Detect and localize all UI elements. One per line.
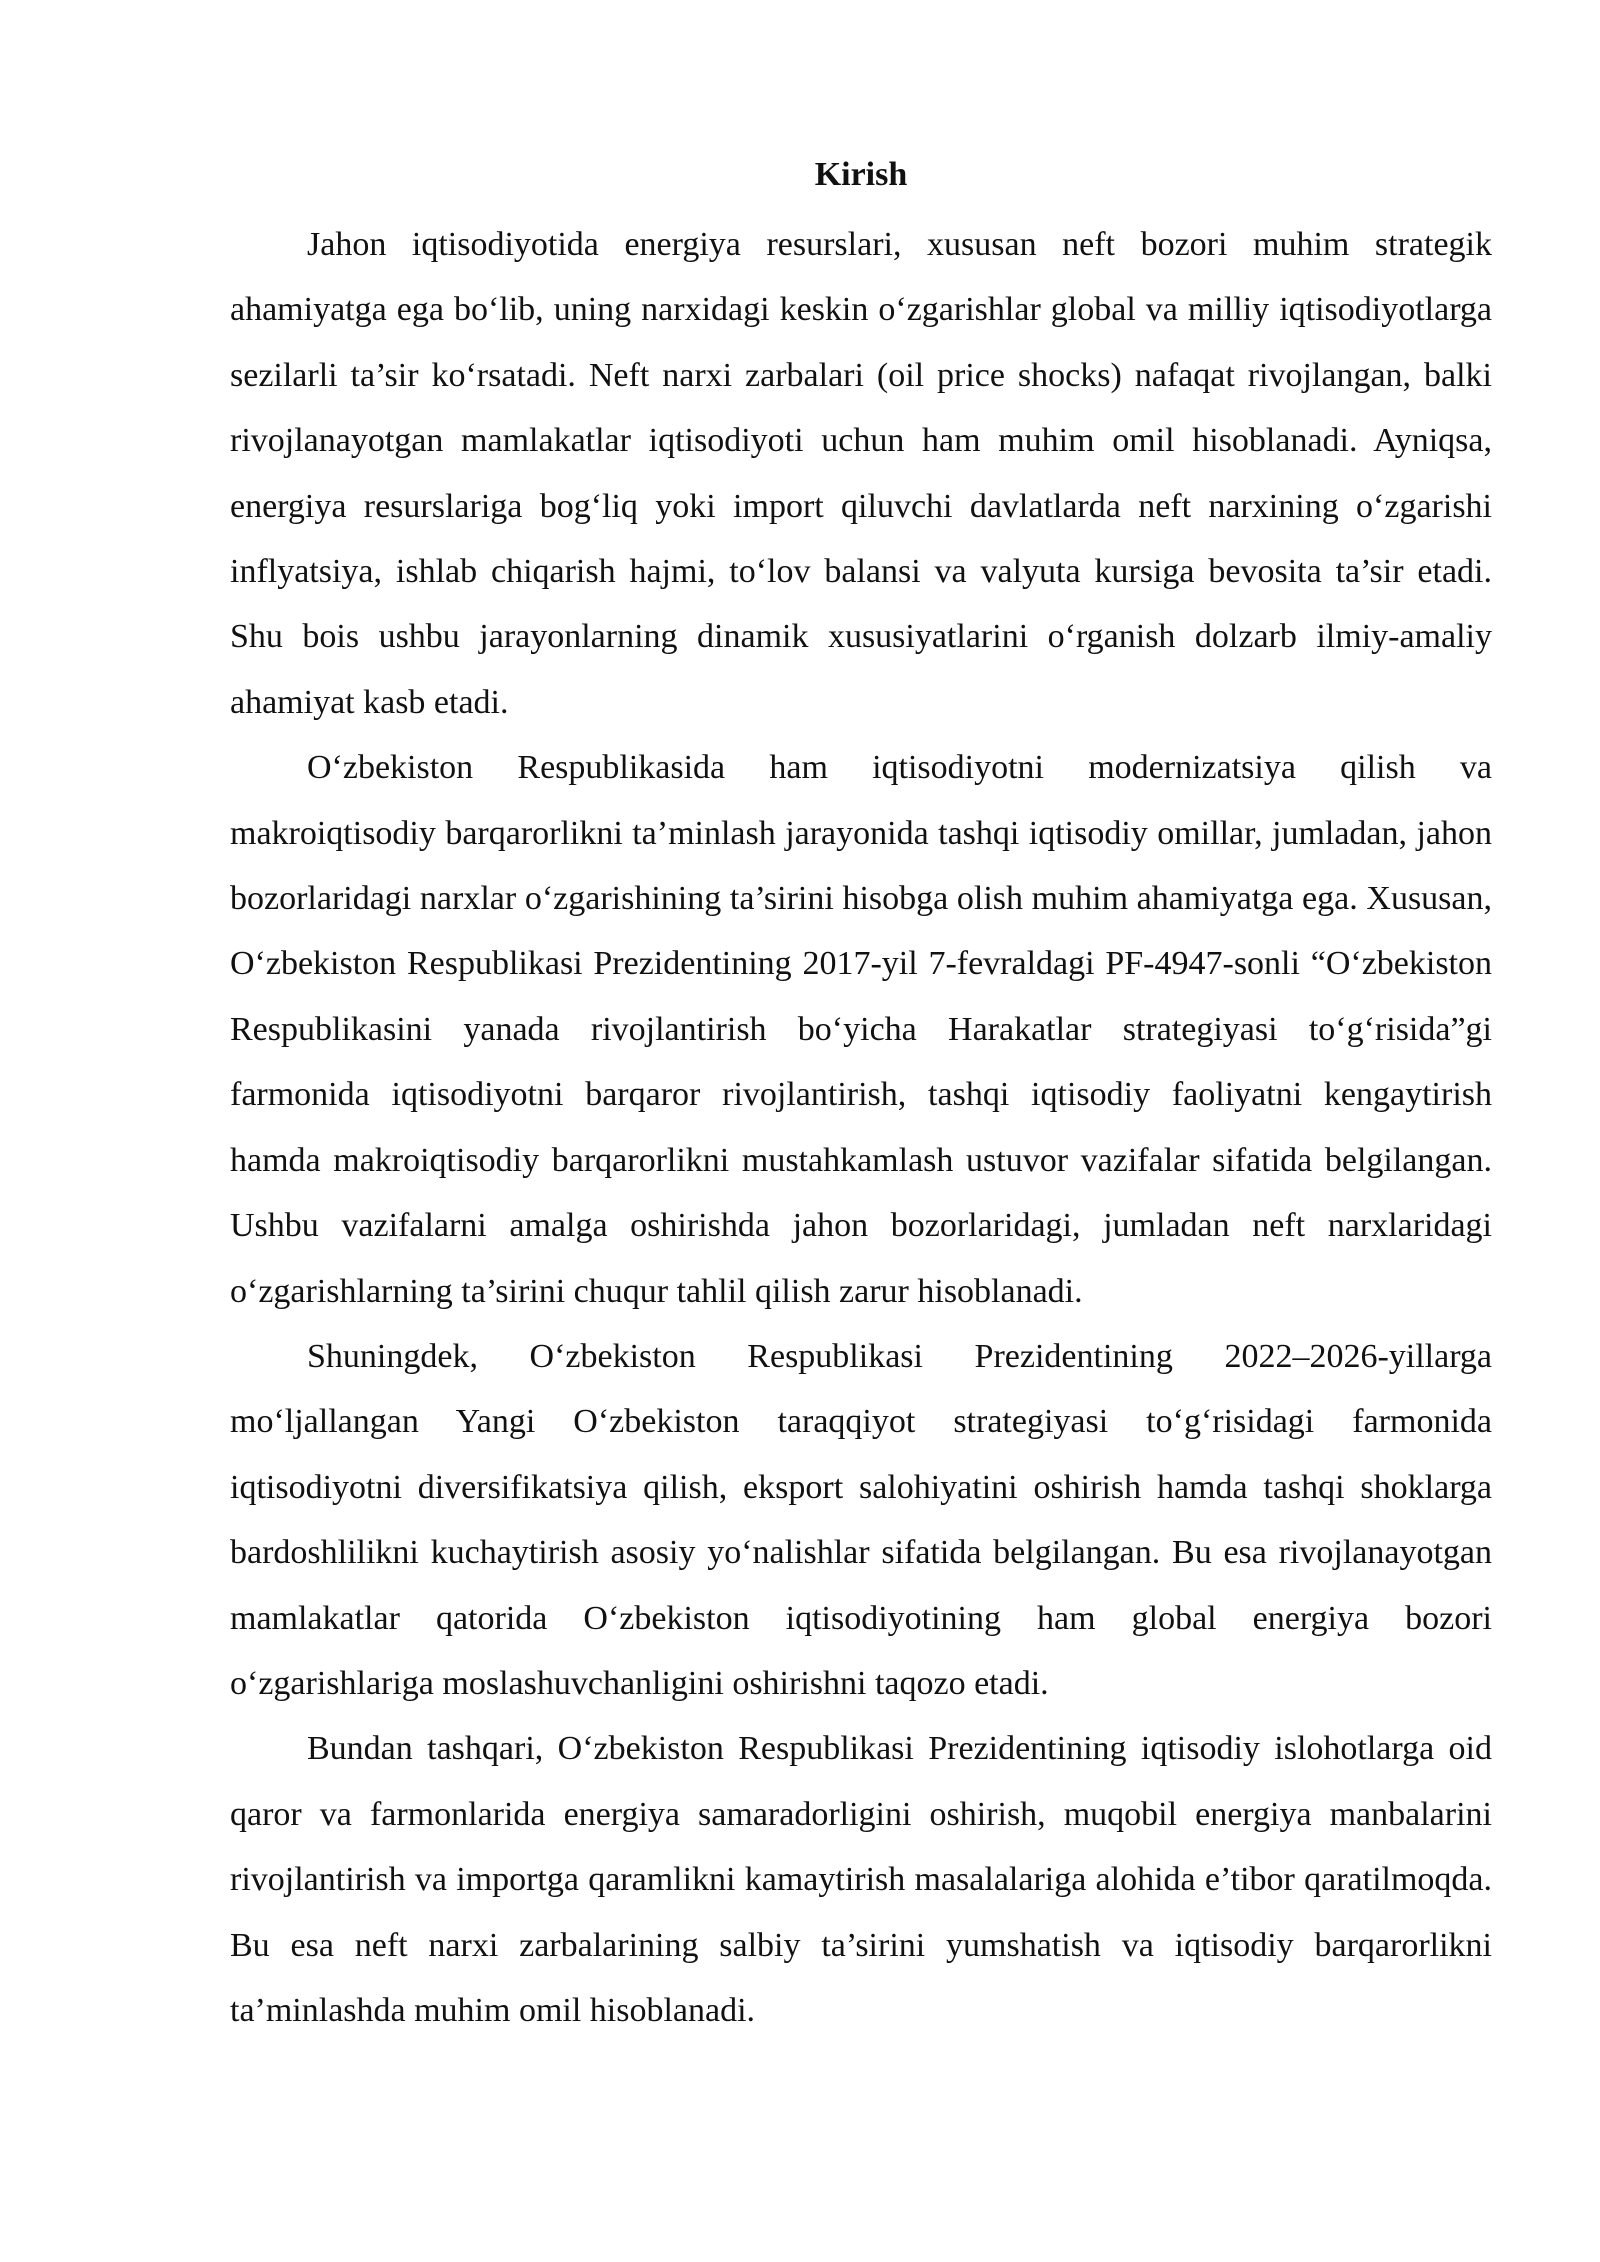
document-title: Kirish [814,156,908,193]
paragraph-4: Bundan tashqari, O‘zbekiston Respublikasi Prezidentining iqtisodiy islohotlarga oid qaror va farmonlarida energiya samaradorligini oshirish, muqobil energiya manbalarini rivojlantirish va importga qaramlikni kamaytirish masalalariga alohida e’tibor qaratilmoqda. Bu esa neft narxi zarbalarining salbiy ta’sirini yumshatish va iqtisodiy barqarorlikni ta’minlashda muhim omil hisoblanadi. [230,1730,1492,2029]
paragraph-1: Jahon iqtisodiyotida energiya resurslari, xususan neft bozori muhim strategik ahamiyatga ega bo‘lib, uning narxidagi keskin o‘zgarishlar global va milliy iqtisodiyotlarga sezilarli ta’sir ko‘rsatadi. Neft narxi zarbalari (oil price shocks) nafaqat rivojlangan, balki rivojlanayotgan mamlakatlar iqtisodiyoti uchun ham muhim omil hisoblanadi. Ayniqsa, energiya resurslariga bog‘liq yoki import qiluvchi davlatlarda neft narxining o‘zgarishi inflyatsiya, ishlab chiqarish hajmi, to‘lov balansi va valyuta kursiga bevosita ta’sir etadi. Shu bois ushbu jarayonlarning dinamik xususiyatlarini o‘rganish dolzarb ilmiy-amaliy ahamiyat kasb etadi. [230,226,1492,721]
paragraph-3: Shuningdek, O‘zbekiston Respublikasi Prezidentining 2022–2026-yillarga mo‘ljallangan Yangi O‘zbekiston taraqqiyot strategiyasi to‘g‘risidagi farmonida iqtisodiyotni diversifikatsiya qilish, eksport salohiyatini oshirish hamda tashqi shoklarga bardoshlilikni kuchaytirish asosiy yo‘nalishlar sifatida belgilangan. Bu esa rivojlanayotgan mamlakatlar qatorida O‘zbekiston iqtisodiyotining ham global energiya bozori o‘zgarishlariga moslashuvchanligini oshirishni taqozo etadi. [230,1337,1492,1702]
document-body [230,148,1492,2043]
paragraph-2: O‘zbekiston Respublikasida ham iqtisodiyotni modernizatsiya qilish va makroiqtisodiy barqarorlikni ta’minlash jarayonida tashqi iqtisodiy omillar, jumladan, jahon bozorlaridagi narxlar o‘zgarishining ta’sirini hisobga olish muhim ahamiyatga ega. Xususan, O‘zbekiston Respublikasi Prezidentining 2017-yil 7-fevraldagi PF-4947-sonli “O‘zbekiston Respublikasini yanada rivojlantirish bo‘yicha Harakatlar strategiyasi to‘g‘risida”gi farmonida iqtisodiyotni barqaror rivojlantirish, tashqi iqtisodiy faoliyatni kengaytirish hamda makroiqtisodiy barqarorlikni mustahkamlash ustuvor vazifalar sifatida belgilangan. Ushbu vazifalarni amalga oshirishda jahon bozorlaridagi, jumladan neft narxlaridagi o‘zgarishlarning ta’sirini chuqur tahlil qilish zarur hisoblanadi. [230,749,1492,1310]
